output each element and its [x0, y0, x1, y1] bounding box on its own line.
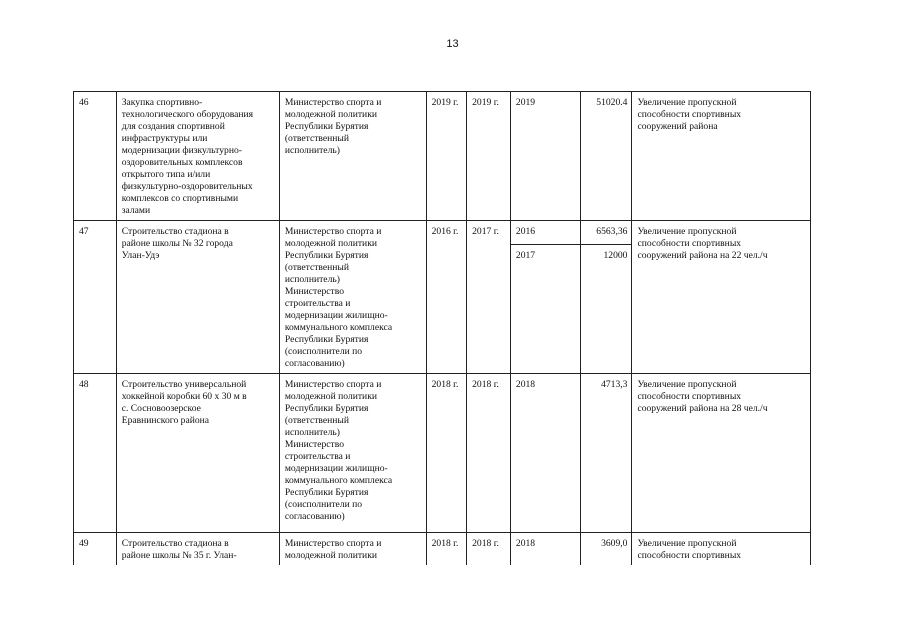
end-date: 2017 г. [467, 221, 511, 374]
expected-result: Увеличение пропускной способности спортивных сооружений района на 22 чел./ч [632, 221, 811, 374]
start-date: 2018 г. [426, 374, 467, 533]
funding-amount: 51020.4 [580, 92, 631, 221]
start-date: 2018 г. [426, 533, 467, 566]
expected-result: Увеличение пропускной способности спортивных сооружений района на 28 чел./ч [632, 374, 811, 533]
table-row [74, 221, 811, 245]
expected-result: Увеличение пропускной способности спортивных сооружений района [632, 92, 811, 221]
measure-name: Строительство универсальной хоккейной коробки 60 х 30 м в с. Сосновоозерское Еравнинского района [116, 374, 279, 533]
funding-amount: 12000 [580, 245, 631, 374]
page-number: 13 [446, 38, 459, 50]
measure-name: Строительство стадиона в районе школы № 35 г. Улан- [116, 533, 279, 566]
funding-amount: 4713,3 [580, 374, 631, 533]
row-number: 49 [74, 533, 117, 566]
executor: Министерство спорта и молодежной политики Республики Бурятия (ответственный исполнитель) [279, 92, 426, 221]
executor: Министерство спорта и молодежной политики Республики Бурятия (ответственный исполнитель) Министерство строительства и модернизации жилищно- коммунального комплекса Республики Бурятия (соисполнители по согласованию) [279, 374, 426, 533]
expected-result: Увеличение пропускной способности спортивных [632, 533, 811, 566]
executor: Министерство спорта и молодежной политики Республики Бурятия (ответственный исполнитель) Министерство строительства и модернизации жилищно- коммунального комплекса Республики Бурятия (соисполнители по согласованию) [279, 221, 426, 374]
table-row [74, 533, 811, 566]
funding-year: 2018 [510, 533, 580, 566]
executor: Министерство спорта и молодежной политики [279, 533, 426, 566]
end-date: 2018 г. [467, 374, 511, 533]
end-date: 2019 г. [467, 92, 511, 221]
start-date: 2019 г. [426, 92, 467, 221]
funding-year: 2018 [510, 374, 580, 533]
table-row [74, 92, 811, 221]
funding-year: 2016 [510, 221, 580, 245]
funding-year: 2017 [510, 245, 580, 374]
row-number: 48 [74, 374, 117, 533]
start-date: 2016 г. [426, 221, 467, 374]
program-table [73, 91, 811, 565]
table-row [74, 374, 811, 533]
funding-amount: 3609,0 [580, 533, 631, 566]
row-number: 47 [74, 221, 117, 374]
end-date: 2018 г. [467, 533, 511, 566]
measure-name: Строительство стадиона в районе школы № 32 города Улан-Удэ [116, 221, 279, 374]
funding-year: 2019 [510, 92, 580, 221]
funding-amount: 6563,36 [580, 221, 631, 245]
row-number: 46 [74, 92, 117, 221]
measure-name: Закупка спортивно- технологического оборудования для создания спортивной инфраструктуры или модернизации физкультурно- оздоровительных комплексов открытого типа и/или физкультурно-оздоровительных комплексов со спортивными залами [116, 92, 279, 221]
